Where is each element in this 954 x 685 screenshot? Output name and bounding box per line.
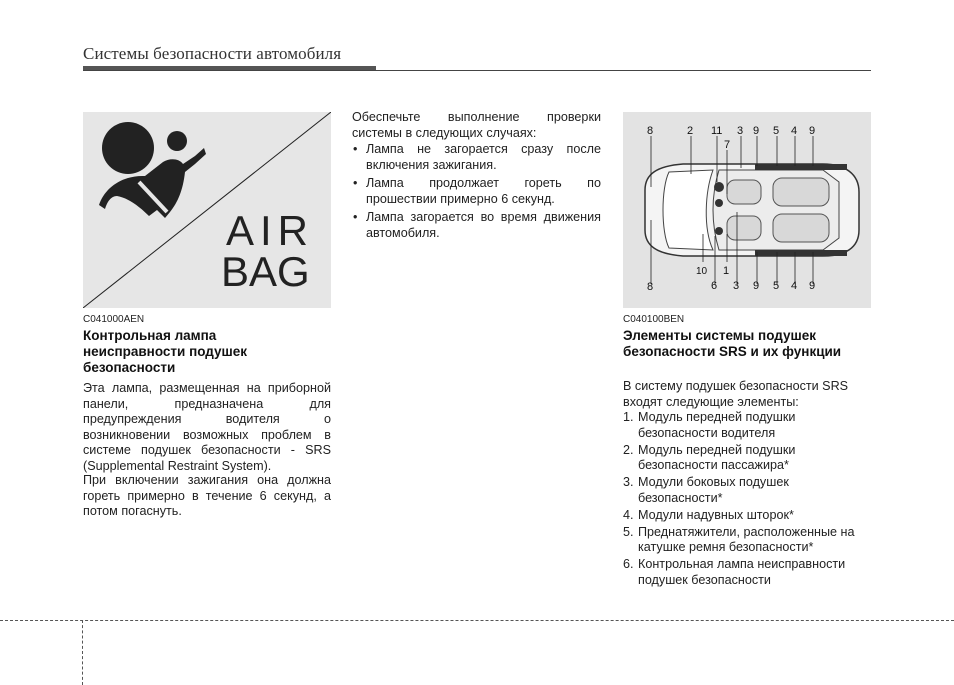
list-item: 5. Преднатяжители, расположенные на катушке ремня безопасности* — [623, 524, 855, 554]
callout-label: 9 — [753, 280, 760, 292]
srs-components-diagram — [623, 112, 871, 308]
list-item: 2. Модуль передней подушки безопасности пассажира* — [623, 442, 796, 472]
list-item: 6. Контрольная лампа неисправности подушек безопасности — [623, 557, 846, 587]
left-paragraph-2: При включении зажигания она должна гореть примерно в течение 6 секунд, а потом погаснуть. — [83, 473, 331, 518]
callout-label: 3 — [733, 280, 740, 292]
callout-label: 10 — [696, 266, 708, 277]
list-item: 1. Модуль передней подушки безопасности водителя — [623, 410, 796, 440]
page-margin-line — [82, 620, 83, 685]
callout-label: 5 — [773, 280, 780, 292]
callout-label: 7 — [724, 139, 731, 151]
list-item: • Лампа продолжает гореть по прошествии примерно 6 секунд. — [352, 176, 601, 207]
callout-label: 6 — [711, 280, 718, 292]
airbag-warning-icon — [83, 112, 331, 308]
list-item: • Лампа загорается во время движения автомобиля. — [352, 210, 601, 241]
callout-label: 2 — [687, 125, 694, 137]
left-paragraph-1: Эта лампа, размещенная на приборной панели, предназначена для предупреждения водителя о возникновении возможных проблем в системе подушек безопасности - SRS (Supplemental Restraint System). — [83, 381, 331, 473]
callout-label: 9 — [809, 125, 816, 137]
list-item: 3. Модули боковых подушек безопасности* — [623, 475, 789, 505]
list-item: 4. Модули надувных шторок* — [623, 507, 794, 522]
srs-components-list — [623, 410, 873, 590]
callout-label: 8 — [647, 281, 654, 293]
callout-label: 3 — [737, 125, 744, 137]
callout-label: 11 — [711, 125, 723, 137]
callout-label: 9 — [809, 280, 816, 292]
figure-code: C040100BEN — [623, 314, 685, 325]
header-rule — [83, 70, 871, 71]
callout-label: 9 — [753, 125, 760, 137]
page-footer-line — [0, 620, 954, 621]
right-intro: В систему подушек безопасности SRS входят следующие элементы: — [623, 379, 849, 409]
airbag-text-bag: BAG — [221, 248, 310, 295]
airbag-lamp-figure — [83, 112, 331, 308]
callout-label: 5 — [773, 125, 780, 137]
callout-label: 4 — [791, 280, 798, 292]
callout-label: 8 — [647, 125, 654, 137]
airbag-text-air: AIR — [226, 207, 315, 254]
car-topview-diagram — [623, 112, 871, 308]
list-item: • Лампа не загорается сразу после включения зажигания. — [352, 142, 601, 173]
left-heading: Контрольная лампа неисправности подушек безопасности — [83, 328, 248, 375]
callout-label: 1 — [723, 265, 730, 277]
right-heading: Элементы системы подушек безопасности SRS и их функции — [623, 328, 842, 359]
figure-code: C041000AEN — [83, 314, 145, 325]
middle-intro: Обеспечьте выполнение проверки системы в следующих случаях: — [352, 110, 601, 140]
check-conditions-list — [352, 142, 601, 244]
section-title: Системы безопасности автомобиля — [83, 44, 342, 63]
callout-label: 4 — [791, 125, 798, 137]
